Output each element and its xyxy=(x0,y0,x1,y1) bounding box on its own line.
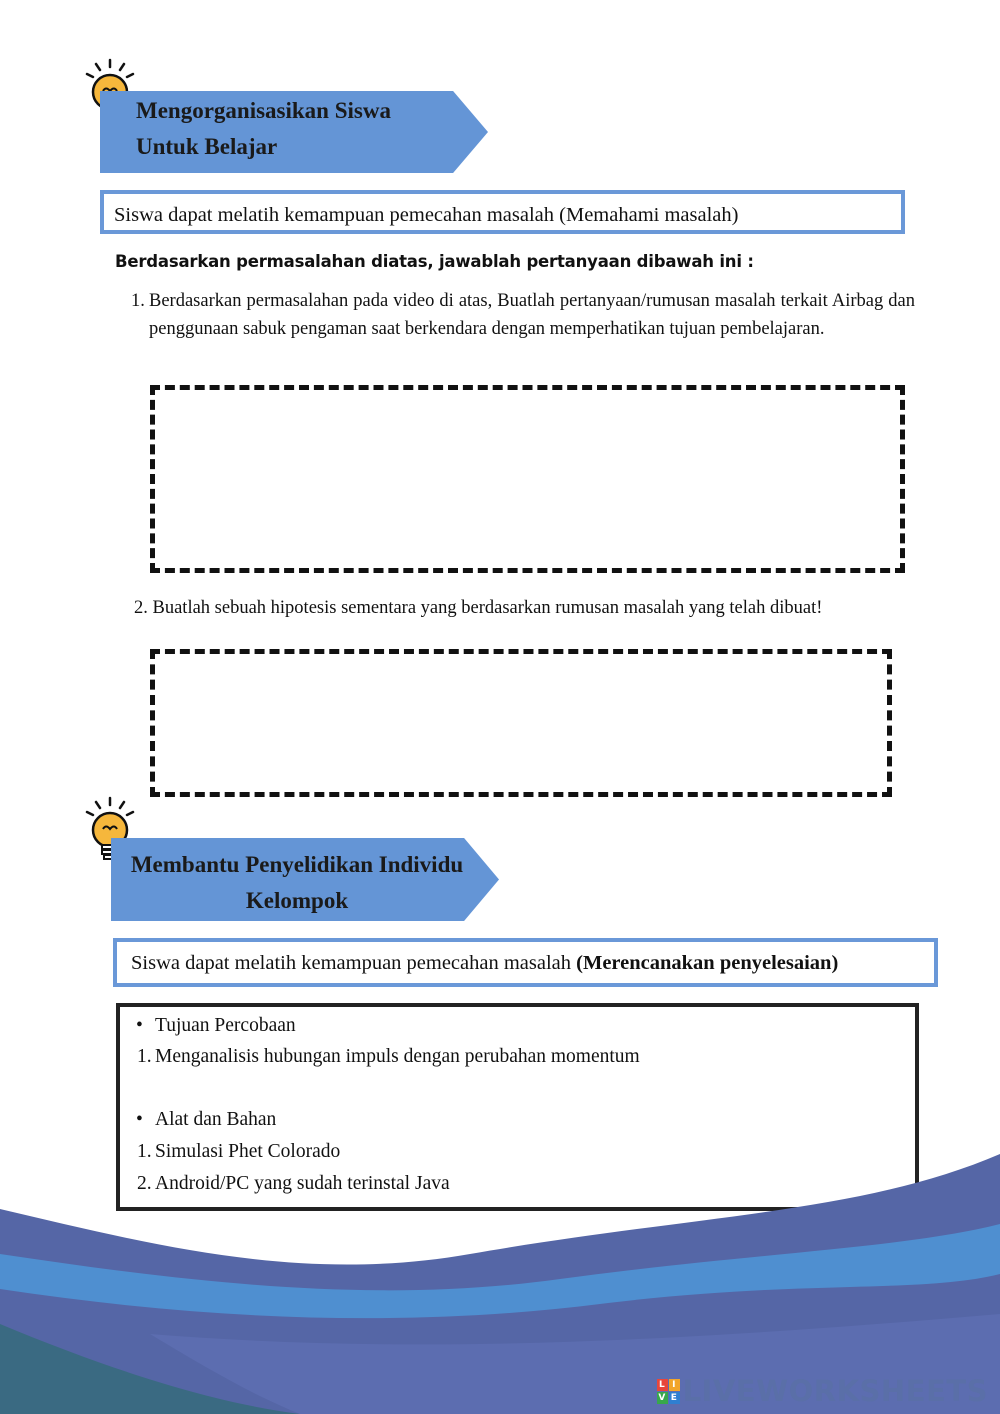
purpose-heading: Tujuan Percobaan xyxy=(155,1015,296,1036)
instruction-text: Berdasarkan permasalahan diatas, jawablah pertanyaan dibawah ini : xyxy=(115,252,754,271)
liveworksheets-logo-icon: L I V E xyxy=(657,1379,680,1404)
learning-objective: Siswa dapat melatih kemampuan pemecahan masalah (Memahami masalah) xyxy=(100,190,905,234)
question-text: Berdasarkan permasalahan pada video di atas, Buatlah pertanyaan/rumusan masalah terkait Airbag dan penggunaan sabuk pengaman saat berkendara dengan memperhatikan tujuan pembelajaran. xyxy=(149,291,915,339)
tools-heading: Alat dan Bahan xyxy=(155,1109,277,1130)
objective-text: Siswa dapat melatih kemampuan pemecahan masalah xyxy=(131,952,577,974)
objective-emphasis: (Merencanakan penyelesaian) xyxy=(576,952,839,974)
question-number: 1. xyxy=(131,291,145,311)
section-title: Mengorganisasikan Siswa Untuk Belajar xyxy=(136,98,391,159)
answer-box-1[interactable] xyxy=(150,385,905,573)
learning-objective xyxy=(113,938,938,987)
liveworksheets-watermark xyxy=(657,1374,988,1408)
question-2 xyxy=(134,594,934,622)
bullet-icon: • xyxy=(136,1109,143,1130)
list-item xyxy=(136,1106,276,1134)
list-item: 1. Menganalisis hubungan impuls dengan perubahan momentum xyxy=(137,1046,640,1067)
list-item: 1. Simulasi Phet Colorado xyxy=(137,1141,341,1162)
watermark-text: LIVEWORKSHEETS xyxy=(682,1374,988,1408)
section-title: Membantu Penyelidikan Individu Kelompok xyxy=(130,852,464,913)
question-text: 2. Buatlah sebuah hipotesis sementara yang berdasarkan rumusan masalah yang telah dibuat! xyxy=(134,598,823,618)
question-1 xyxy=(131,287,915,343)
list-item xyxy=(136,1012,296,1040)
list-item: 2. Android/PC yang sudah terinstal Java xyxy=(137,1173,450,1194)
answer-box-2[interactable] xyxy=(150,649,892,797)
bullet-icon: • xyxy=(136,1015,143,1036)
